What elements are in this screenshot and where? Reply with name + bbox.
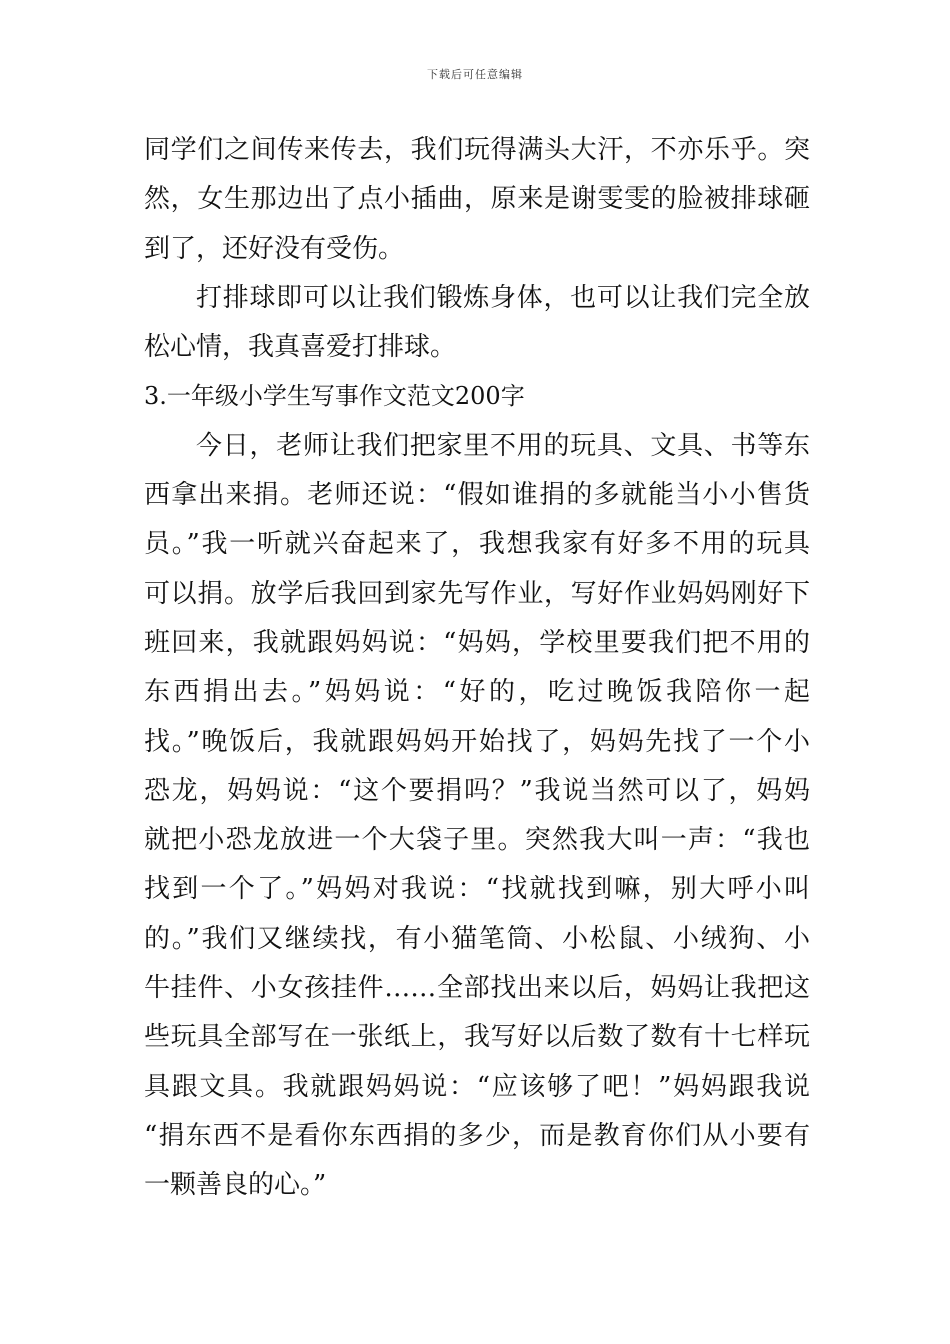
text-line: 然，女生那边出了点小插曲，原来是谢雯雯的脸被排球砸 [144,184,810,215]
text-line: 到了，还好没有受伤。 [144,233,405,264]
text-line: 牛挂件、小女孩挂件……全部找出来以后，妈妈让我把这 [144,973,810,1004]
text-line: 一颗善良的心。” [144,1170,327,1201]
text-line: “捐东西不是看你东西捐的多少，而是教育你们从小要有 [144,1120,810,1151]
text-line: 松心情，我真喜爱打排球。 [144,332,457,363]
text-line: 同学们之间传来传去，我们玩得满头大汗，不亦乐乎。突 [144,135,810,165]
text-line: 具跟文具。我就跟妈妈说：“应该够了吧！”妈妈跟我说 [144,1071,810,1102]
text-line: 的。”我们又继续找，有小猫笔筒、小松鼠、小绒狗、小 [144,923,810,954]
text-line: 找到一个了。”妈妈对我说：“找就找到嘛，别大呼小叫 [144,874,810,905]
text-line: 西拿出来捐。老师还说：“假如谁捐的多就能当小小售货 [144,480,810,511]
text-line: 就把小恐龙放进一个大袋子里。突然我大叫一声：“我也 [144,825,810,856]
text-line: 恐龙，妈妈说：“这个要捐吗？”我说当然可以了，妈妈 [144,775,810,806]
text-line: 打排球即可以让我们锻炼身体，也可以让我们完全放 [196,282,810,313]
text-line: 今日，老师让我们把家里不用的玩具、文具、书等东 [196,430,810,461]
document-body [144,126,810,1211]
text-line: 东西捐出去。”妈妈说：“好的，吃过晚饭我陪你一起 [144,677,810,708]
text-line: 些玩具全部写在一张纸上，我写好以后数了数有十七样玩 [144,1022,810,1053]
page-header: 下载后可任意编辑 [427,68,523,81]
text-line: 员。”我一听就兴奋起来了，我想我家有好多不用的玩具 [144,529,810,560]
section-heading: 3.一年级小学生写事作文范文200字 [144,382,525,411]
text-line: 找。”晚饭后，我就跟妈妈开始找了，妈妈先找了一个小 [144,726,810,757]
text-line: 班回来，我就跟妈妈说：“妈妈，学校里要我们把不用的 [144,627,810,658]
text-line: 可以捐。放学后我回到家先写作业，写好作业妈妈刚好下 [144,578,810,609]
